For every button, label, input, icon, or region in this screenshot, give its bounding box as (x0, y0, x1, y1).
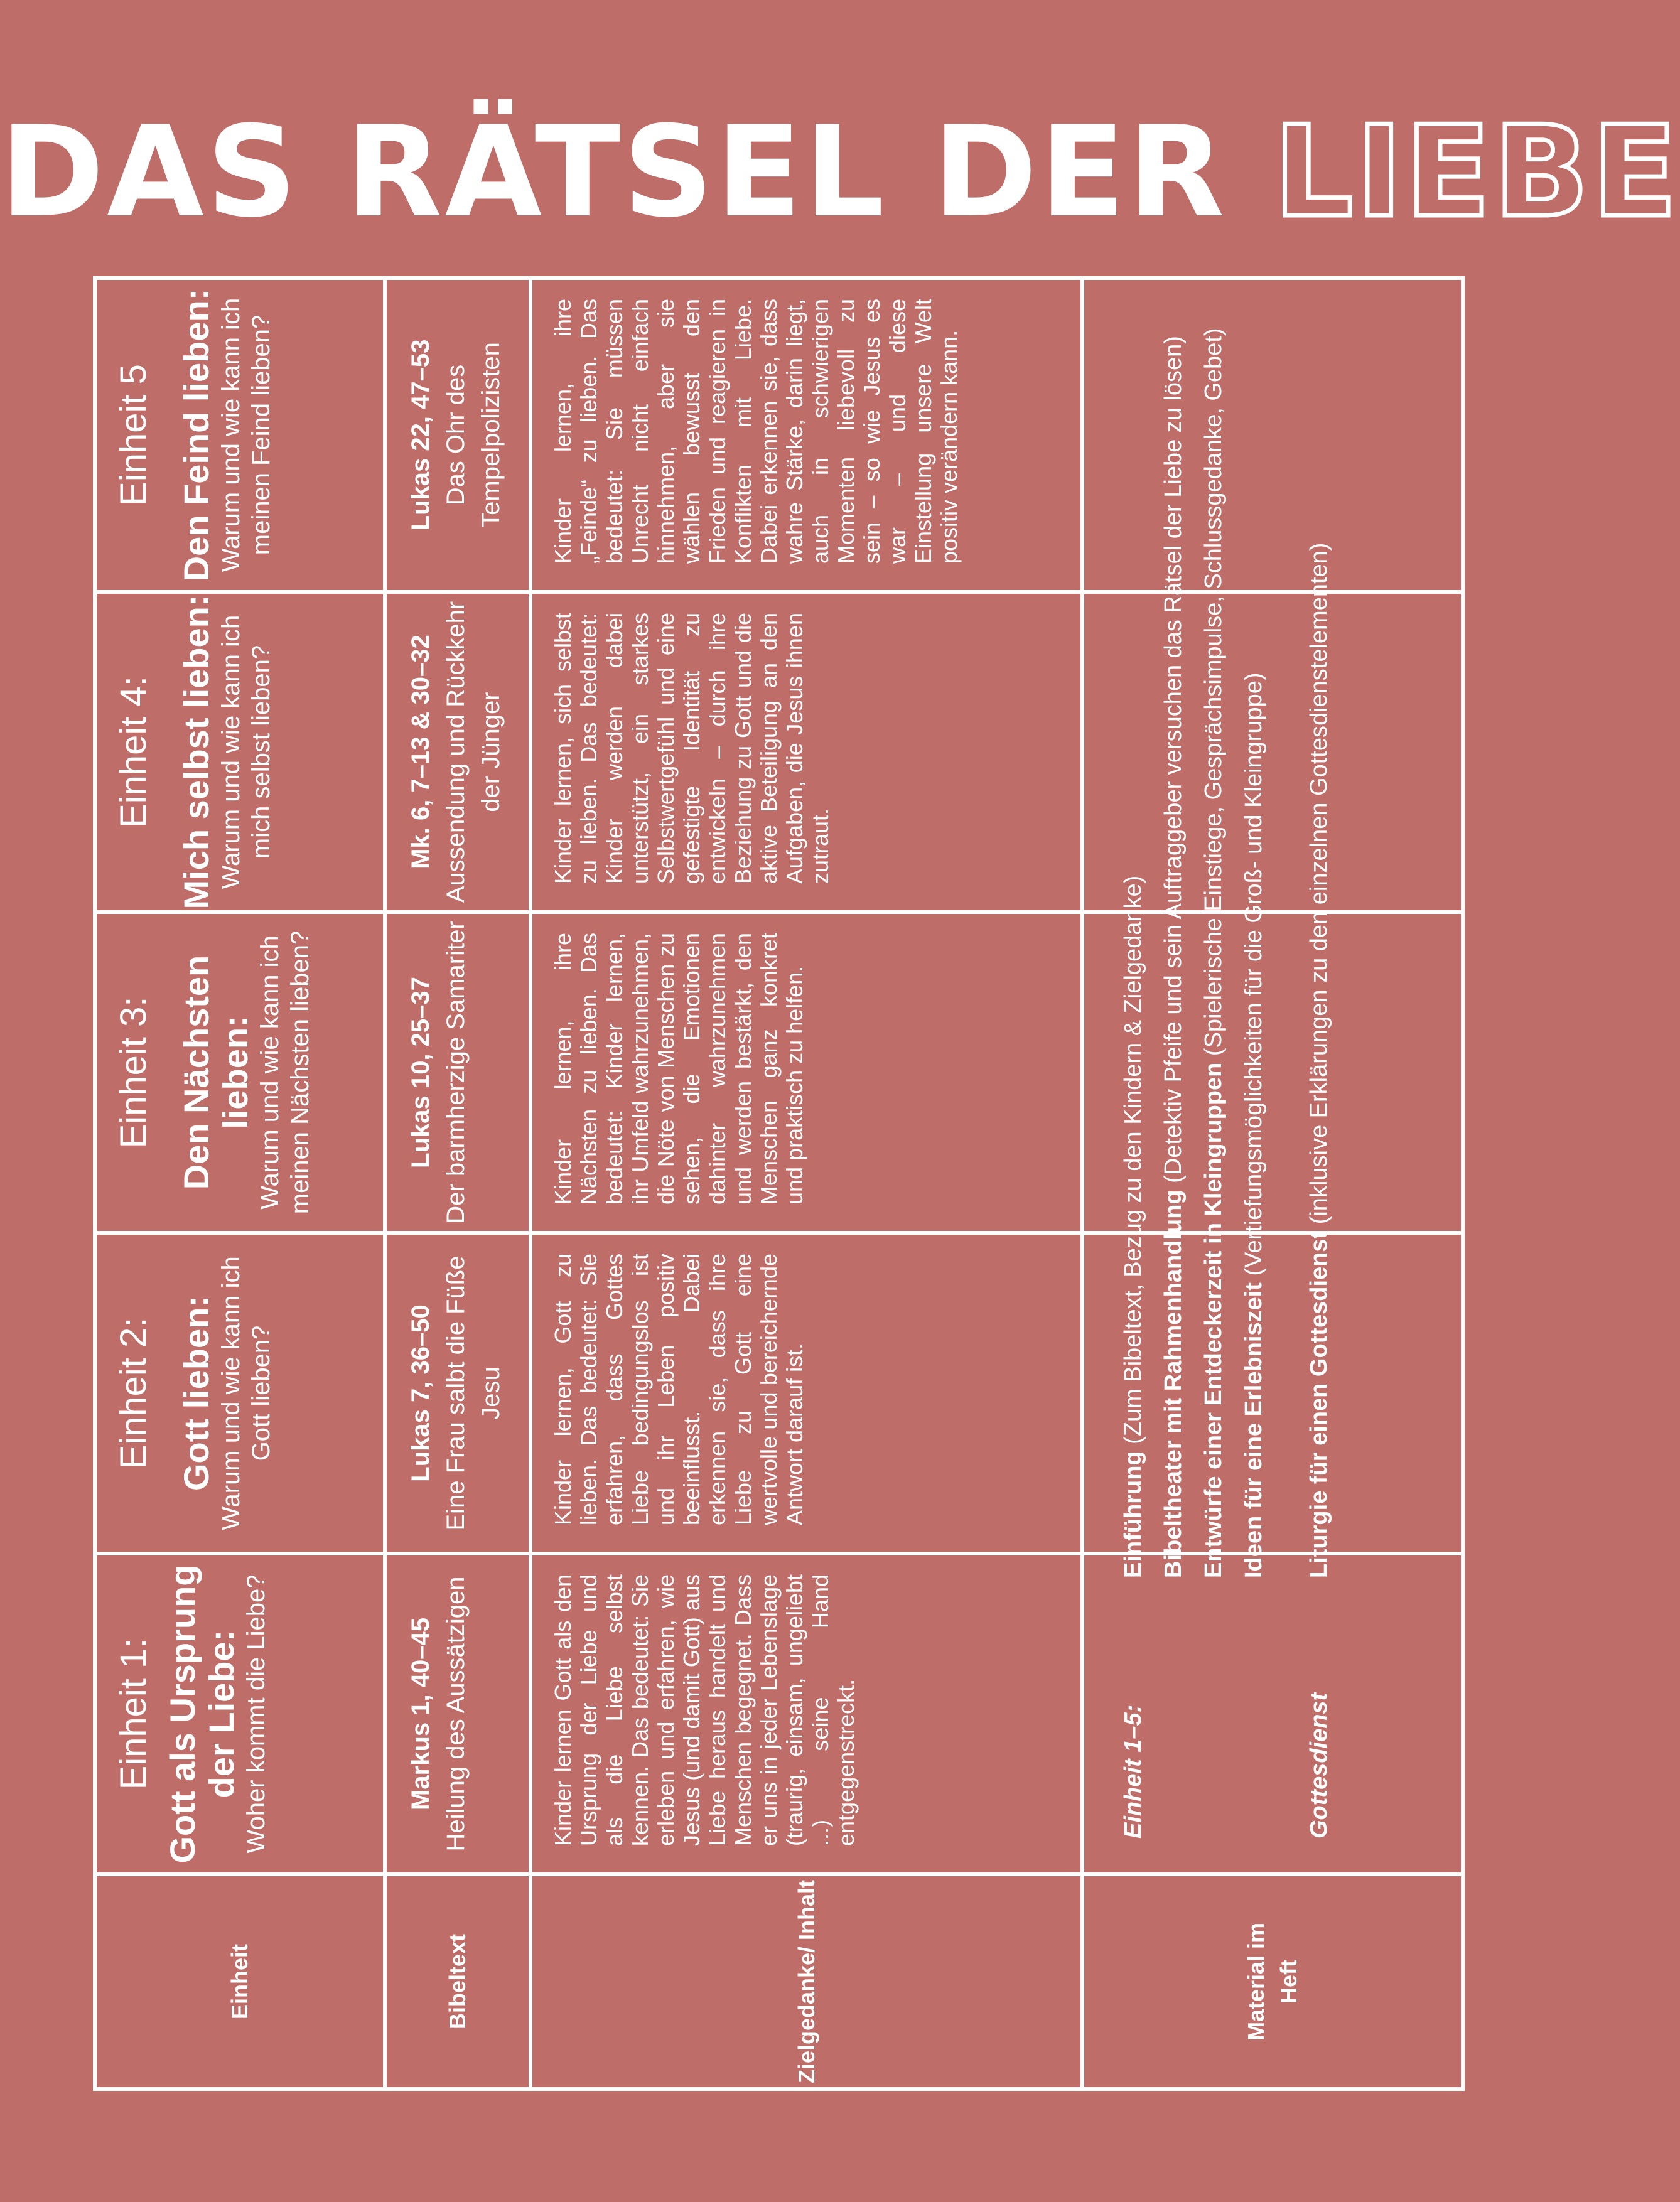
unit-3-bible-ref: Lukas 10, 25–37 (407, 977, 434, 1168)
row-label-bibeltext: Bibeltext (444, 1933, 470, 2030)
unit-4-label: Einheit 4: (113, 676, 154, 828)
unit-2-question: Warum und wie kann ich Gott lieben? (217, 1256, 275, 1530)
unit-1-header (97, 1555, 383, 1872)
unit-2-bible (387, 1235, 529, 1552)
unit-1-bible-ref: Markus 1, 40–45 (407, 1618, 434, 1810)
material-units-row (1113, 299, 1274, 1839)
row-label-einheit: Einheit (227, 1944, 252, 2020)
unit-3-bible (387, 914, 529, 1231)
material-item-desc: (Vertiefungsmöglichkeiten für die Groß- und Kleingruppe) (1241, 672, 1267, 1283)
unit-4-title: Mich selbst lieben: (176, 594, 216, 910)
unit-4-question: Warum und wie kann ich mich selbst lieben? (217, 615, 275, 889)
material-item (1153, 299, 1193, 1578)
material-item-desc: (Zum Bibeltext, Bezug zu den Kindern & Zielgedanke) (1120, 875, 1146, 1451)
material-cell (1084, 280, 1461, 1872)
unit-5-title: Den Feind lieben: (176, 288, 216, 582)
unit-3-label: Einheit 3: (113, 996, 154, 1149)
unit-5-label: Einheit 5 (113, 364, 154, 506)
unit-3-title: Den Nächsten lieben: (176, 955, 255, 1190)
material-item-desc: (Spielerische Einstiege, Gesprächsimpulse, Schlussgedanke, Gebet) (1200, 328, 1227, 1063)
unit-1-goal: Kinder lernen Gott als den Ursprung der Liebe und als die Liebe selbst kennen. Das bedeutet: Sie erleben und erfahren, wie Jesus (und damit Gott) aus Liebe heraus handelt und Menschen begegnet. Dass er uns in jeder Lebenslage (traurig, einsam, ungeliebt ...) seine Hand entgegenstreckt. (550, 1574, 859, 1846)
row-label-zielgedanke: Zielgedanke/ Inhalt (793, 1879, 819, 2084)
unit-4-bible (387, 594, 529, 910)
material-service-desc: (inklusive Erklärungen zu den einzelnen Gottesdienstelementen) (1306, 542, 1332, 1231)
unit-2-bible-title: Eine Frau salbt die Füße Jesu (442, 1255, 505, 1531)
unit-1-bible-title: Heilung des Aussätzigen (442, 1576, 470, 1852)
table-border (93, 2087, 1465, 2091)
unit-5-header (97, 280, 383, 590)
material-item-title: Bibeltheater mit Rahmenhandlung (1160, 1190, 1187, 1578)
unit-1-label: Einheit 1: (113, 1638, 154, 1790)
material-item (1234, 299, 1274, 1578)
material-service-label: Gottesdienst (1306, 1692, 1332, 1839)
unit-1-bible (387, 1555, 529, 1872)
unit-4-goal: Kinder lernen, sich selbst zu lieben. Das bedeutet: Kinder werden dabei unterstützt, ein starkes Selbstwertgefühl und eine gefestigte Identität zu entwickeln – durch ihre Beziehung zu Gott und die aktive Beteiligung an den Aufgaben, die Jesus ihnen zutraut. (550, 613, 833, 884)
material-service-item (1299, 299, 1339, 1578)
row-label-material: Material im Heft (1243, 1922, 1301, 2041)
unit-4-bible-title: Aussendung und Rückkehr der Jünger (442, 601, 505, 903)
unit-4-bible-ref: Mk. 6, 7–13 & 30–32 (407, 635, 434, 869)
unit-3-question: Warum und wie kann ich meinen Nächsten lieben? (256, 930, 314, 1215)
material-item-title: Ideen für eine Erlebniszeit (1241, 1282, 1267, 1578)
material-units-label: Einheit 1–5: (1120, 1704, 1146, 1839)
material-item-title: Entwürfe einer Entdeckerzeit in Kleingruppen (1200, 1062, 1227, 1578)
material-item (1193, 299, 1234, 1578)
unit-3-header (97, 914, 383, 1231)
title-main: DAS RÄTSEL DER (0, 99, 1227, 245)
unit-5-bible-ref: Lukas 22, 47–53 (407, 339, 434, 531)
unit-1-title: Gott als Ursprung der Liebe: (163, 1564, 241, 1864)
material-service-title: Liturgie für einen Gottesdienst (1306, 1230, 1332, 1578)
material-item-title: Einführung (1120, 1451, 1146, 1578)
unit-1-question: Woher kommt die Liebe? (242, 1574, 270, 1854)
table-border (1461, 276, 1465, 2091)
unit-2-header (97, 1235, 383, 1552)
material-units-list (1113, 299, 1274, 1578)
unit-2-label: Einheit 2: (113, 1317, 154, 1469)
unit-2-title: Gott lieben: (176, 1295, 216, 1491)
unit-5-question: Warum und wie kann ich meinen Feind lieben? (217, 298, 275, 572)
page-title (0, 99, 1680, 245)
material-item (1113, 299, 1153, 1578)
unit-5-bible-title: Das Ohr des Tempelpolizisten (442, 342, 505, 528)
title-highlight: LIEBE (1273, 99, 1680, 245)
unit-5-goal: Kinder lernen, ihre „Feinde“ zu lieben. Das bedeutet: Sie müssen Unrecht nicht einfach hinnehmen, aber sie wählen bewusst den Frieden und reagieren in Konflikten mit Liebe. Dabei erkennen sie, dass wahre Stärke, darin liegt, auch in schwierigen Momenten liebevoll zu sein – so wie Jesus es war – und diese Einstellung unsere Welt positiv verändern kann. (550, 299, 962, 564)
unit-5-bible (387, 280, 529, 590)
unit-3-bible-title: Der barmherzige Samariter (442, 921, 470, 1224)
unit-4-header (97, 594, 383, 910)
material-service-row (1299, 299, 1339, 1839)
overview-table (93, 276, 1465, 2091)
unit-3-goal: Kinder lernen, ihre Nächsten zu lieben. Das bedeutet: Kinder lernen, ihr Umfeld wahrzunehmen, die Nöte von Menschen zu sehen, die Emotionen dahinter wahrzunehmen und werden bestärkt, den Menschen ganz konkret und praktisch zu helfen. (550, 933, 807, 1205)
material-item-desc: (Detektiv Pfeife und sein Auftraggeber versuchen das Rätsel der Liebe zu lösen) (1160, 336, 1187, 1190)
unit-2-bible-ref: Lukas 7, 36–50 (407, 1304, 434, 1482)
unit-2-goal: Kinder lernen, Gott zu lieben. Das bedeutet: Sie erfahren, dass Gottes Liebe bedingungslos ist und ihr Leben positiv beeinflusst. Dabei erkennen sie, dass ihre Liebe zu Gott eine wertvolle und bereichernde Antwort darauf ist. (550, 1254, 807, 1525)
